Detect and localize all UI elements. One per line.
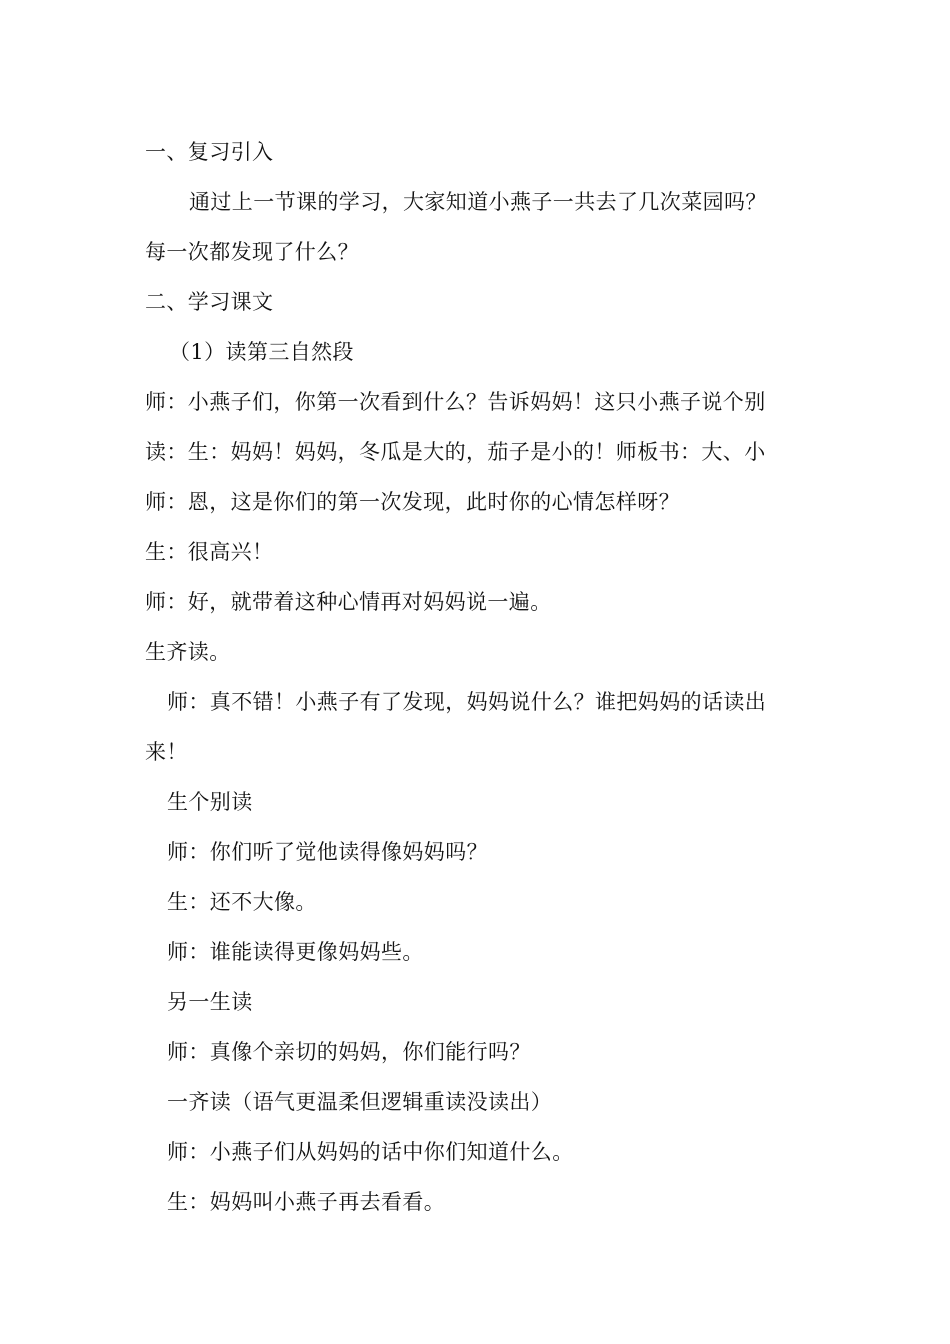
subsection-heading-paragraph-three: （1）读第三自然段 bbox=[169, 340, 354, 364]
dialogue-line: 师：真不错！小燕子有了发现，妈妈说什么？谁把妈妈的话读出 bbox=[167, 690, 767, 714]
paragraph-intro-question-continued: 每一次都发现了什么？ bbox=[145, 240, 359, 264]
dialogue-line: 师：你们听了觉他读得像妈妈吗？ bbox=[167, 840, 488, 864]
dialogue-line-continued: 来！ bbox=[145, 740, 188, 764]
dialogue-line: 生：妈妈叫小燕子再去看看。 bbox=[167, 1190, 446, 1214]
section-heading-review: 一、复习引入 bbox=[145, 140, 274, 164]
section-heading-study: 二、学习课文 bbox=[145, 290, 274, 314]
dialogue-line: 生：还不大像。 bbox=[167, 890, 317, 914]
dialogue-line: 读：生：妈妈！妈妈，冬瓜是大的，茄子是小的！师板书：大、小 bbox=[145, 440, 766, 464]
dialogue-line: 另一生读 bbox=[167, 990, 253, 1014]
dialogue-line: 师：好，就带着这种心情再对妈妈说一遍。 bbox=[145, 590, 552, 614]
dialogue-line: 生个别读 bbox=[167, 790, 253, 814]
dialogue-line: 生齐读。 bbox=[145, 640, 231, 664]
paragraph-intro-question: 通过上一节课的学习，大家知道小燕子一共去了几次菜园吗？ bbox=[189, 190, 767, 214]
dialogue-line: 一齐读（语气更温柔但逻辑重读没读出） bbox=[167, 1090, 553, 1114]
dialogue-line: 师：小燕子们，你第一次看到什么？告诉妈妈！这只小燕子说个别 bbox=[145, 390, 766, 414]
dialogue-line: 师：真像个亲切的妈妈，你们能行吗？ bbox=[167, 1040, 531, 1064]
dialogue-line: 师：小燕子们从妈妈的话中你们知道什么。 bbox=[167, 1140, 574, 1164]
document-body bbox=[145, 127, 815, 1227]
dialogue-line: 师：恩，这是你们的第一次发现，此时你的心情怎样呀？ bbox=[145, 490, 680, 514]
dialogue-line: 师：谁能读得更像妈妈些。 bbox=[167, 940, 424, 964]
dialogue-line: 生：很高兴！ bbox=[145, 540, 274, 564]
